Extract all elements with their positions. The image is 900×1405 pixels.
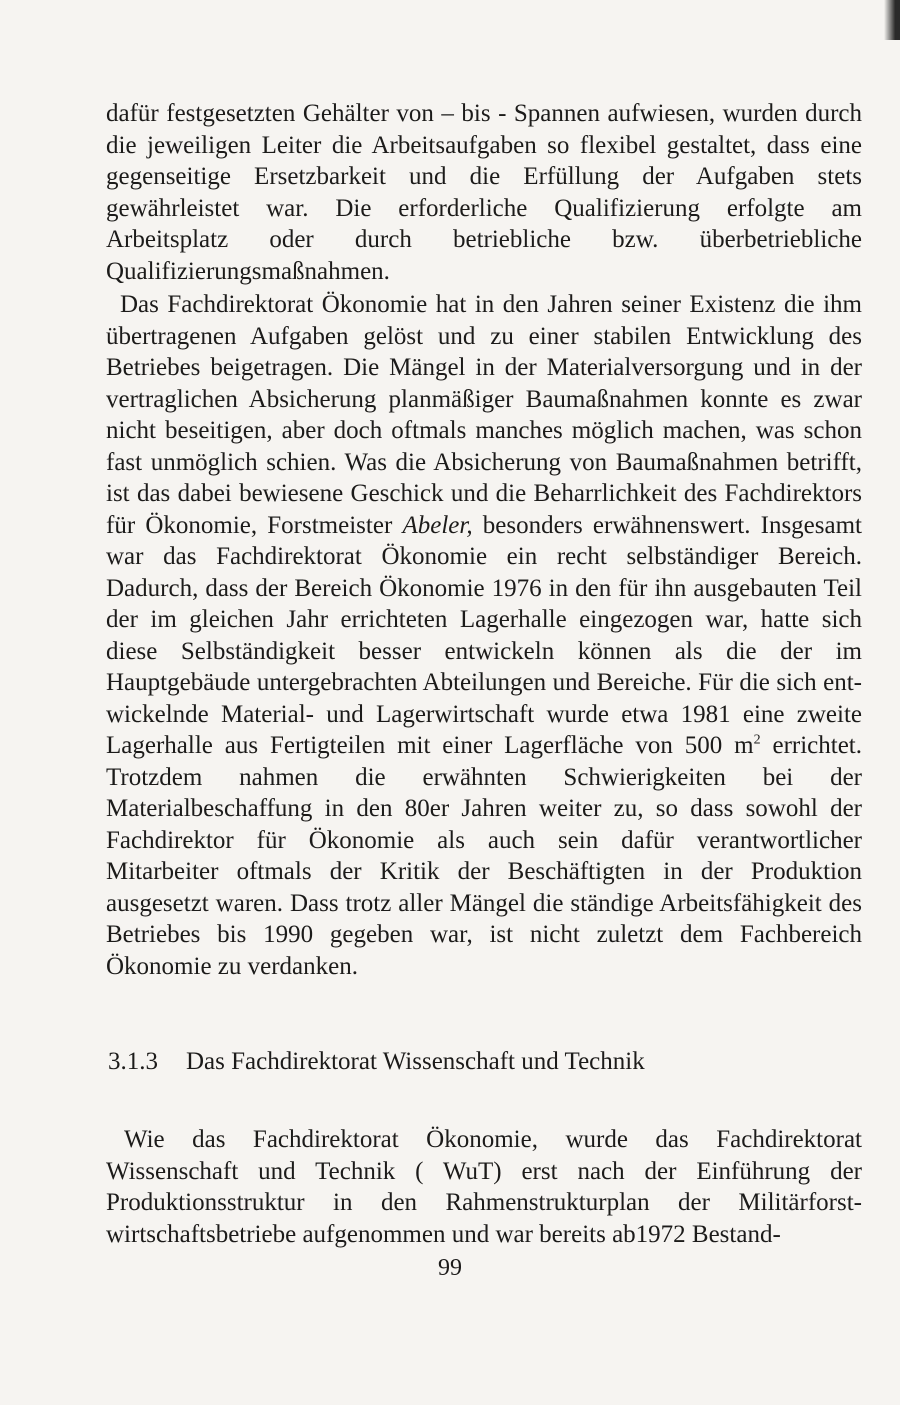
section-number: 3.1.3 xyxy=(108,1048,158,1075)
paragraph-3 xyxy=(106,1124,862,1250)
paragraph-2-part-3: errichtet. Trotzdem nahmen die erwähnten Schwierigkeiten bei der Materialbeschaffung in den 80er Jahren weiter zu, so dass sowohl der Fachdirektor für Ökonomie als auch sein dafür verantwortlicher Mitarbeiter oftmals der Kritik der Beschäftigten in der Produktion ausgesetzt waren. Dass trotz aller Mängel die ständige Arbeitsfähigkeit des Betriebes bis 1990 gegeben war, ist nicht zuletzt dem Fachbereich Ökonomie zu verdanken. xyxy=(106,732,863,980)
person-name-abeler: Abeler, xyxy=(402,511,473,539)
paragraph-2 xyxy=(106,289,862,982)
paragraph-3-text: Wie das Fachdirektorat Ökonomie, wurde das Fachdirektorat Wissenschaft und Technik ( WuT) erst nach der Einführung der Produktionsstruktur in den Rahmenstrukturplan der Militärforstwirtschaftsbetriebe aufgenommen und war bereits ab1972 Bestand- xyxy=(106,1126,862,1248)
paragraph-2-text xyxy=(106,289,862,982)
paragraph-1-text: dafür festgesetzten Gehälter von – bis - Spannen aufwiesen, wurden durch die jeweiligen Leiter die Arbeitsaufgaben so flexibel gestaltet, dass eine gegenseitige Ersetzbarkeit und die Erfüllung der Aufgaben stets gewährleistet war. Die erforderliche Qualifizierung erfolgte am Arbeitsplatz oder durch betriebliche bzw. überbetriebliche Qualifizierungsmaßnahmen. xyxy=(106,100,862,285)
superscript-2: 2 xyxy=(753,732,761,748)
page-number: 99 xyxy=(438,1255,462,1281)
paragraph-1 xyxy=(106,98,862,287)
paragraph-2-part-2: besonders erwähnenswert. Insgesamt war das Fachdirektorat Ökonomie ein recht selbständiger Bereich. Dadurch, dass der Bereich Ökonomie 1976 in den für ihn ausgebauten Teil der im gleichen Jahr errichteten Lagerhalle eingezogen war, hatte sich diese Selbständigkeit besser entwickeln können als die der im Hauptgebäude untergebrachten Abteilungen und Bereiche. Für die sich entwickelnde Material- und Lagerwirtschaft wurde etwa 1981 eine zweite Lagerhalle aus Fertigteilen mit einer Lagerfläche von 500 m xyxy=(106,511,862,759)
section-title: Das Fachdirektorat Wissenschaft und Technik xyxy=(186,1048,645,1075)
paragraph-2-part-1: Das Fachdirektorat Ökonomie hat in den Jahren seiner Existenz die ihm übertragenen Aufgaben gelöst und zu einer stabilen Entwicklung des Betriebes beigetragen. Die Mängel in der Materialversorgung und in der vertraglichen Absicherung planmäßiger Baumaßnahmen konnte es zwar nicht beseitigen, aber doch oftmals manches möglich machen, was schon fast unmöglich schien. Was die Absicherung von Baumaßnahmen betrifft, ist das dabei bewiesene Geschick und die Beharrlichkeit des Fachdirektors für Ökonomie, Forstmeister xyxy=(106,291,862,539)
section-heading xyxy=(108,1046,645,1078)
page-edge-shadow xyxy=(884,0,900,40)
